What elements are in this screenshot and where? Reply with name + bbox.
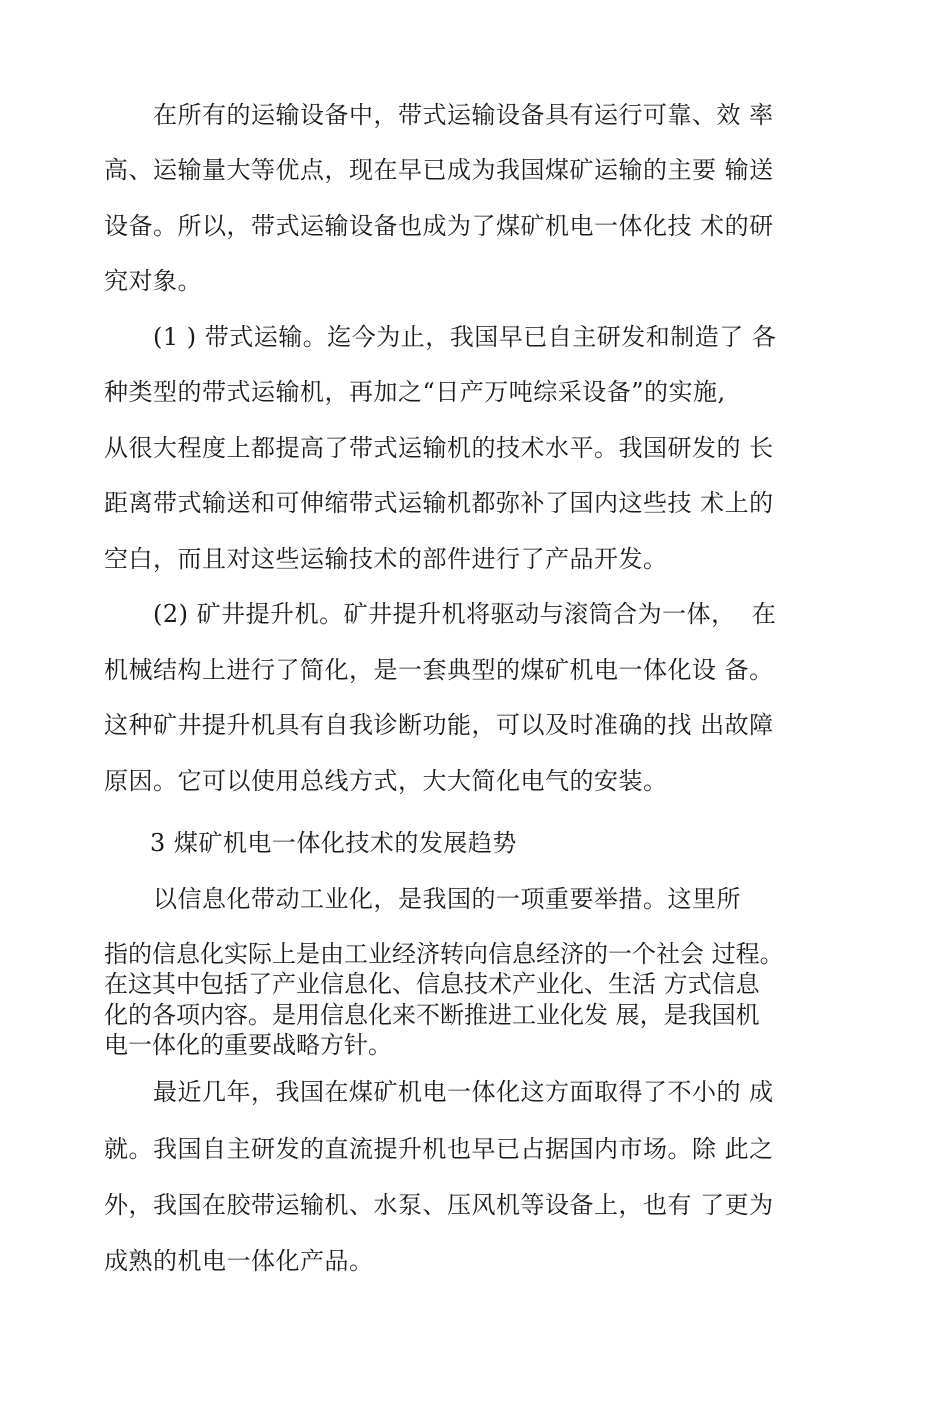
text-line: 空白，而且对这些运输技术的部件进行了产品开发。: [104, 545, 668, 573]
text-line: 原因。它可以使用总线方式，大大简化电气的安装。: [104, 767, 668, 795]
text-line: 究对象。: [104, 267, 202, 295]
text-line: 成熟的机电一体化产品。: [104, 1247, 374, 1275]
text-line: 就。我国自主研发的直流提升机也早已占据国内市场。除 此之: [104, 1135, 774, 1163]
text-line: 指的信息化实际上是由工业经济转向信息经济的一个社会 过程。: [104, 940, 784, 968]
text-line: 在所有的运输设备中，带式运输设备具有运行可靠、效 率: [153, 101, 774, 129]
text-line: 距离带式输送和可伸缩带式运输机都弥补了国内这些技 术上的: [104, 489, 774, 517]
text-line: 这种矿井提升机具有自我诊断功能，可以及时准确的找 出故障: [104, 711, 774, 739]
text-line: (2) 矿井提升机。矿井提升机将驱动与滚筒合为一体， 在: [153, 600, 777, 628]
text-line: 从很大程度上都提高了带式运输机的技术水平。我国研发的 长: [104, 434, 774, 462]
text-line: 电一体化的重要战略方针。: [104, 1031, 392, 1059]
text-line: 化的各项内容。是用信息化来不断推进工业化发 展，是我国机: [104, 1001, 760, 1029]
text-line: 机械结构上进行了简化，是一套典型的煤矿机电一体化设 备。: [104, 656, 774, 684]
text-line: 高、运输量大等优点，现在早已成为我国煤矿运输的主要 输送: [104, 156, 774, 184]
text-line: 种类型的带式运输机，再加之“日产万吨综采设备”的实施,: [104, 378, 726, 406]
text-line: 设备。所以，带式运输设备也成为了煤矿机电一体化技 术的研: [104, 212, 774, 240]
text-line: 最近几年，我国在煤矿机电一体化这方面取得了不小的 成: [153, 1078, 774, 1106]
text-line: 以信息化带动工业化，是我国的一项重要举措。这里所: [153, 885, 741, 913]
text-line: (1 ) 带式运输。迄今为止，我国早已自主研发和制造了 各: [153, 323, 777, 351]
text-line: 在这其中包括了产业信息化、信息技术产业化、生活 方式信息: [104, 970, 760, 998]
text-line: 外，我国在胶带运输机、水泵、压风机等设备上，也有 了更为: [104, 1191, 774, 1219]
section-heading: 3 煤矿机电一体化技术的发展趋势: [150, 829, 517, 857]
